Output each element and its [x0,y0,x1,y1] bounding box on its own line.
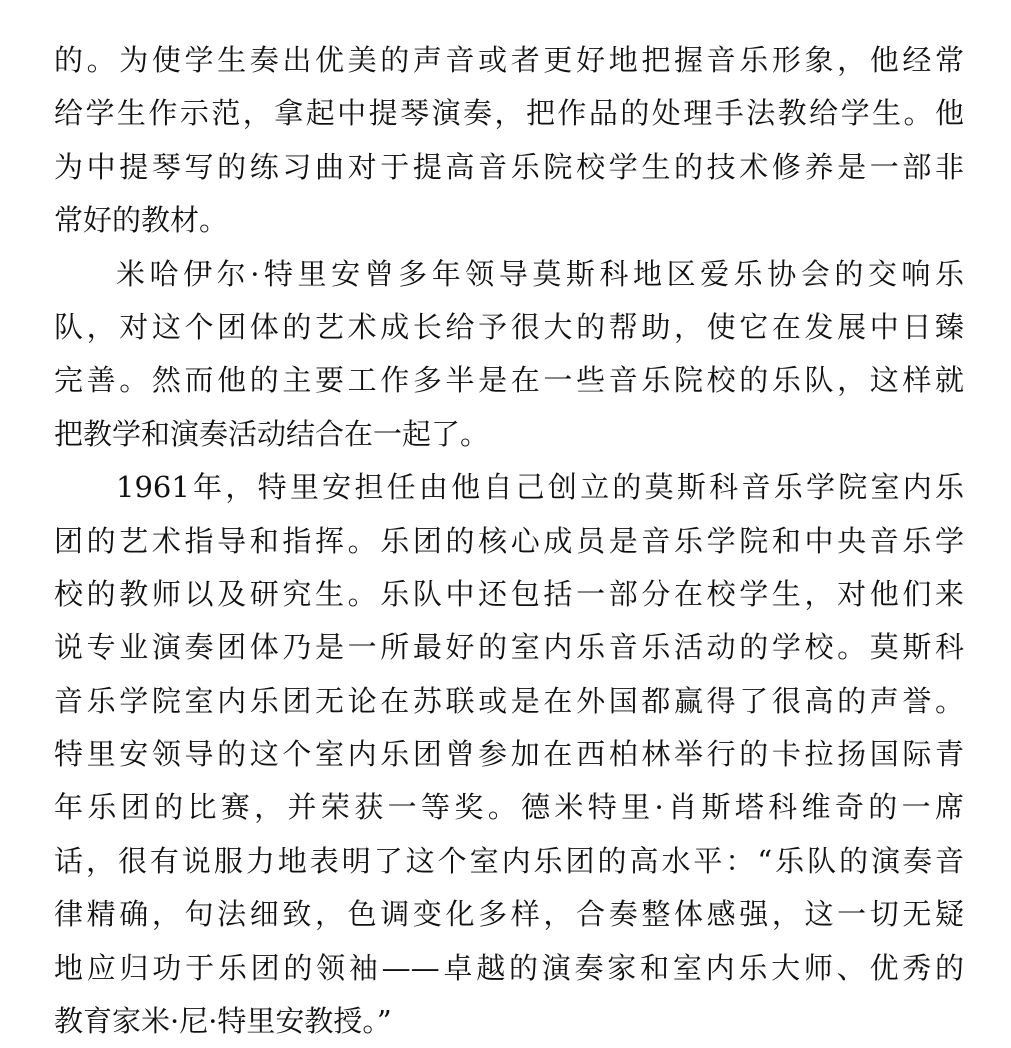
text-line: 话，很有说服力地表明了这个室内乐团的高水平：“乐队的演奏音 [54,843,964,878]
text-line: 说专业演奏团体乃是一所最好的室内乐音乐活动的学校。莫斯科 [54,630,964,665]
paragraph-3 [54,461,964,1048]
paragraph-2 [54,248,964,462]
text-line: 团的艺术指导和指挥。乐团的核心成员是音乐学院和中央音乐学 [54,523,964,558]
text-line: 音乐学院室内乐团无论在苏联或是在外国都赢得了很高的声誉。 [54,683,964,718]
text-line: 把教学和演奏活动结合在一起了。 [54,416,490,451]
text-line: 1961年，特里安担任由他自己创立的莫斯科音乐学院室内乐 [116,470,964,505]
text-line: 年乐团的比赛，并荣获一等奖。德米特里·肖斯塔科维奇的一席 [54,790,964,825]
text-line: 校的教师以及研究生。乐队中还包括一部分在校学生，对他们来 [54,576,964,611]
text-line: 常好的教材。 [54,203,229,238]
body-text [54,34,964,1048]
text-line: 队，对这个团体的艺术成长给予很大的帮助，使它在发展中日臻 [54,309,964,344]
text-line: 完善。然而他的主要工作多半是在一些音乐院校的乐队，这样就 [54,363,964,398]
text-line: 特里安领导的这个室内乐团曾参加在西柏林举行的卡拉扬国际青 [54,737,964,772]
text-line: 地应归功于乐团的领袖——卓越的演奏家和室内乐大师、优秀的 [54,950,964,985]
paragraph-1 [54,34,964,248]
text-line: 教育家米·尼·特里安教授。” [54,1004,392,1039]
text-line: 米哈伊尔·特里安曾多年领导莫斯科地区爱乐协会的交响乐 [116,256,964,291]
text-line: 为中提琴写的练习曲对于提高音乐院校学生的技术修养是一部非 [54,149,964,184]
text-line: 律精确，句法细致，色调变化多样，合奏整体感强，这一切无疑 [54,897,964,932]
text-line: 的。为使学生奏出优美的声音或者更好地把握音乐形象，他经常 [54,43,964,77]
text-line: 给学生作示范，拿起中提琴演奏，把作品的处理手法教给学生。他 [54,96,964,131]
